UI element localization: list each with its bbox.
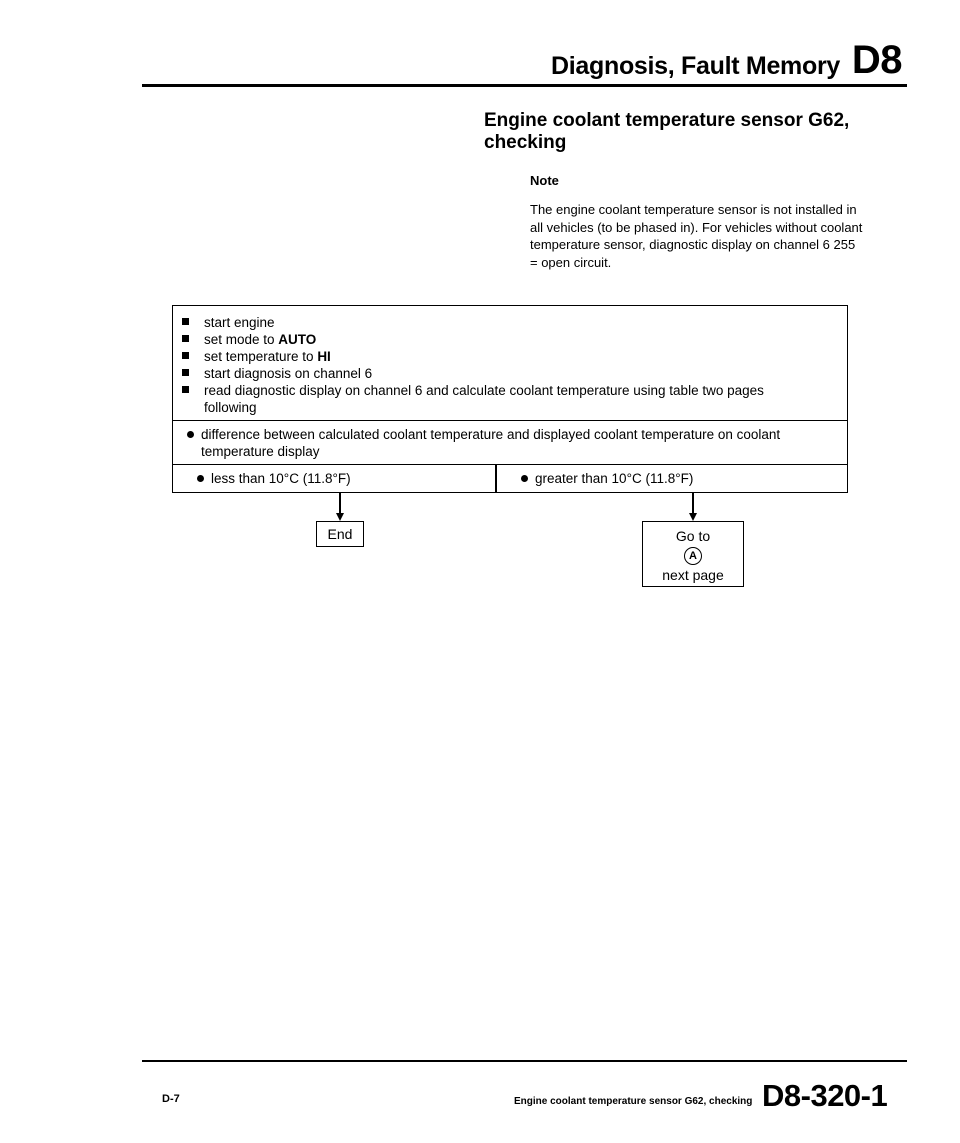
goto-line1: Go to [675, 528, 711, 544]
procedure-step [181, 348, 847, 365]
procedure-step [181, 365, 847, 382]
step-text-bold: AUTO [278, 332, 317, 347]
step-text: start engine [204, 315, 275, 330]
result-right-text: greater than 10°C (11.8°F) [535, 471, 694, 486]
goto-box [642, 521, 744, 587]
step-text: set temperature to [204, 349, 318, 364]
square-bullet-icon [182, 318, 189, 325]
procedure-step [181, 314, 847, 331]
square-bullet-icon [182, 352, 189, 359]
section-title: Engine coolant temperature sensor G62, checking [484, 110, 850, 153]
goto-line2: next page [662, 567, 724, 583]
condition-text: difference between calculated coolant temperature and displayed coolant temperature on coolant temperature display [201, 427, 781, 459]
step-text: set mode to [204, 332, 279, 347]
procedure-step [181, 331, 847, 348]
step-text-bold: HI [317, 349, 331, 364]
circled-a-marker-icon: A [684, 547, 702, 565]
square-bullet-icon [182, 369, 189, 376]
result-right [521, 470, 693, 487]
header-rule [142, 84, 907, 87]
result-left [197, 470, 351, 487]
arrow-down-icon [336, 513, 344, 521]
arrow-down-icon [689, 513, 697, 521]
step-text: start diagnosis on channel 6 [204, 366, 373, 381]
procedure-step [181, 382, 847, 416]
step-text: read diagnostic display on channel 6 and calculate coolant temperature using table two pages following [204, 383, 764, 415]
procedure-box [172, 305, 848, 421]
footer-page-ref: D-7 [162, 1093, 180, 1105]
round-bullet-icon [521, 475, 528, 482]
round-bullet-icon [187, 431, 194, 438]
end-label: End [327, 526, 353, 542]
arrow-line-right [692, 493, 694, 514]
footer-caption: Engine coolant temperature sensor G62, checking [514, 1096, 753, 1107]
result-left-text: less than 10°C (11.8°F) [211, 471, 351, 486]
note-label: Note [530, 173, 559, 188]
arrow-line-left [339, 493, 341, 514]
header-section-code: D8 [851, 38, 902, 82]
note-text: The engine coolant temperature sensor is not installed in all vehicles (to be phased in). For vehicles without coolant temperature sensor, diagnostic display on channel 6 255 = open circuit. [530, 202, 863, 270]
procedure-steps [173, 306, 847, 416]
footer-rule [142, 1060, 907, 1062]
condition-box [172, 421, 848, 465]
result-row [172, 465, 848, 493]
round-bullet-icon [197, 475, 204, 482]
end-box [316, 521, 364, 547]
condition-text-wrap [187, 426, 851, 460]
footer-page-code: D8-320-1 [762, 1078, 888, 1113]
square-bullet-icon [182, 335, 189, 342]
square-bullet-icon [182, 386, 189, 393]
result-divider [495, 465, 497, 492]
header-title: Diagnosis, Fault Memory [551, 52, 840, 80]
